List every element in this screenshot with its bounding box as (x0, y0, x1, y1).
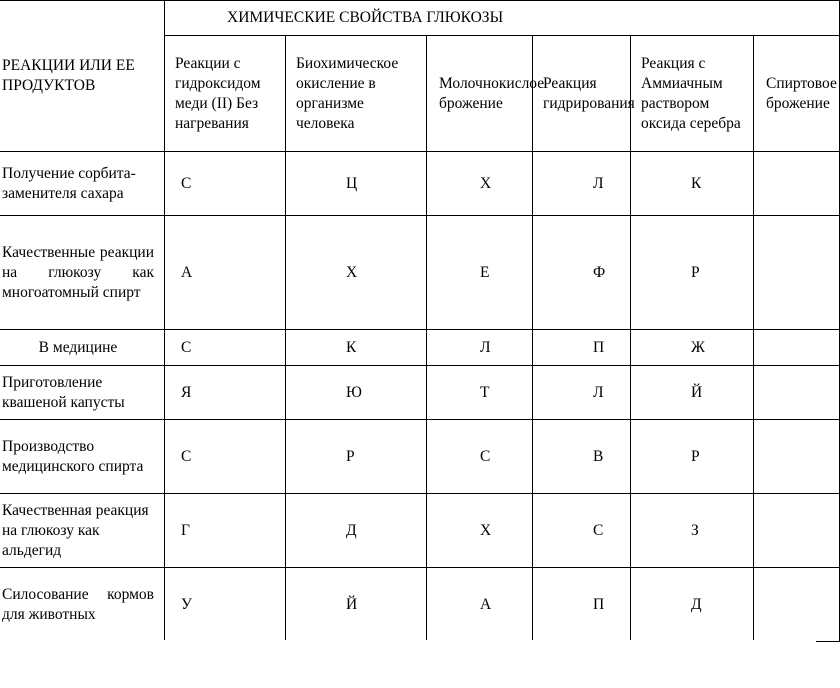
table-cell: Л (533, 366, 631, 420)
row-label: Приготовление квашеной капусты (0, 366, 165, 420)
column-header: Спиртовое брожение (754, 36, 840, 152)
table-cell: Д (286, 494, 427, 568)
table-cell: К (286, 330, 427, 366)
table-cell: Р (631, 216, 754, 330)
table-cell: А (427, 568, 533, 642)
column-header: Биохимическое окисление в организме человека (286, 36, 427, 152)
table-row (0, 494, 840, 568)
table-cell: П (533, 568, 631, 642)
table-cell: Д (631, 568, 754, 642)
row-header-cell (0, 1, 165, 152)
table-cell: Х (286, 216, 427, 330)
table-title-text: ХИМИЧЕСКИЕ СВОЙСТВА ГЛЮКОЗЫ (227, 9, 504, 27)
table-cell: Ж (631, 330, 754, 366)
table-cell: Р (631, 420, 754, 494)
column-header: Реакции с гидроксидом меди (II) Без нагревания (165, 36, 286, 152)
table-cell: Ю (286, 366, 427, 420)
table-cell: А (165, 216, 286, 330)
row-label: Качественные реакции на глюкозу как многоатомный спирт (0, 216, 165, 330)
table-cell: Й (631, 366, 754, 420)
table-cell: С (533, 494, 631, 568)
table-cell: Л (427, 330, 533, 366)
table-row (0, 152, 840, 216)
table-row (0, 330, 840, 366)
table-cell: Ф (533, 216, 631, 330)
table-cell: Р (286, 420, 427, 494)
table-cell (754, 568, 840, 642)
table-cell: С (165, 152, 286, 216)
table-cell (754, 494, 840, 568)
table-cell: З (631, 494, 754, 568)
table-cell: Т (427, 366, 533, 420)
table-row (0, 568, 840, 642)
table-cell (754, 216, 840, 330)
table-row (0, 366, 840, 420)
table-title (165, 1, 840, 36)
table-cell (754, 330, 840, 366)
table-cell: С (427, 420, 533, 494)
column-header: Реакция с Аммиачным раствором оксида серебра (631, 36, 754, 152)
table-title-row (0, 1, 840, 36)
column-header: Молочнокислое брожение (427, 36, 533, 152)
table-cell: П (533, 330, 631, 366)
row-label: В медицине (0, 330, 165, 366)
table-cell: Й (286, 568, 427, 642)
row-label: Качественная реакция на глюкозу как альдегид (0, 494, 165, 568)
table-cell: У (165, 568, 286, 642)
table-cell: С (165, 420, 286, 494)
table-cell: К (631, 152, 754, 216)
table-cell: Е (427, 216, 533, 330)
table-cell: Ц (286, 152, 427, 216)
table-cell: С (165, 330, 286, 366)
table-cell: Х (427, 494, 533, 568)
table-cell: Х (427, 152, 533, 216)
table-cell (754, 366, 840, 420)
table-row (0, 216, 840, 330)
page-bottom-margin (0, 640, 816, 688)
row-label: Получение сорбита-заменителя сахара (0, 152, 165, 216)
table-cell (754, 152, 840, 216)
table-row (0, 420, 840, 494)
row-header-text: РЕАКЦИИ ИЛИ ЕЕ ПРОДУКТОВ (2, 57, 135, 94)
table-cell: В (533, 420, 631, 494)
column-header: Реакция гидрирования (533, 36, 631, 152)
row-label: Силосование кормов для животных (0, 568, 165, 642)
table-cell: Я (165, 366, 286, 420)
row-label: Производство медицинского спирта (0, 420, 165, 494)
table-cell: Л (533, 152, 631, 216)
table-cell: Г (165, 494, 286, 568)
table-cell (754, 420, 840, 494)
